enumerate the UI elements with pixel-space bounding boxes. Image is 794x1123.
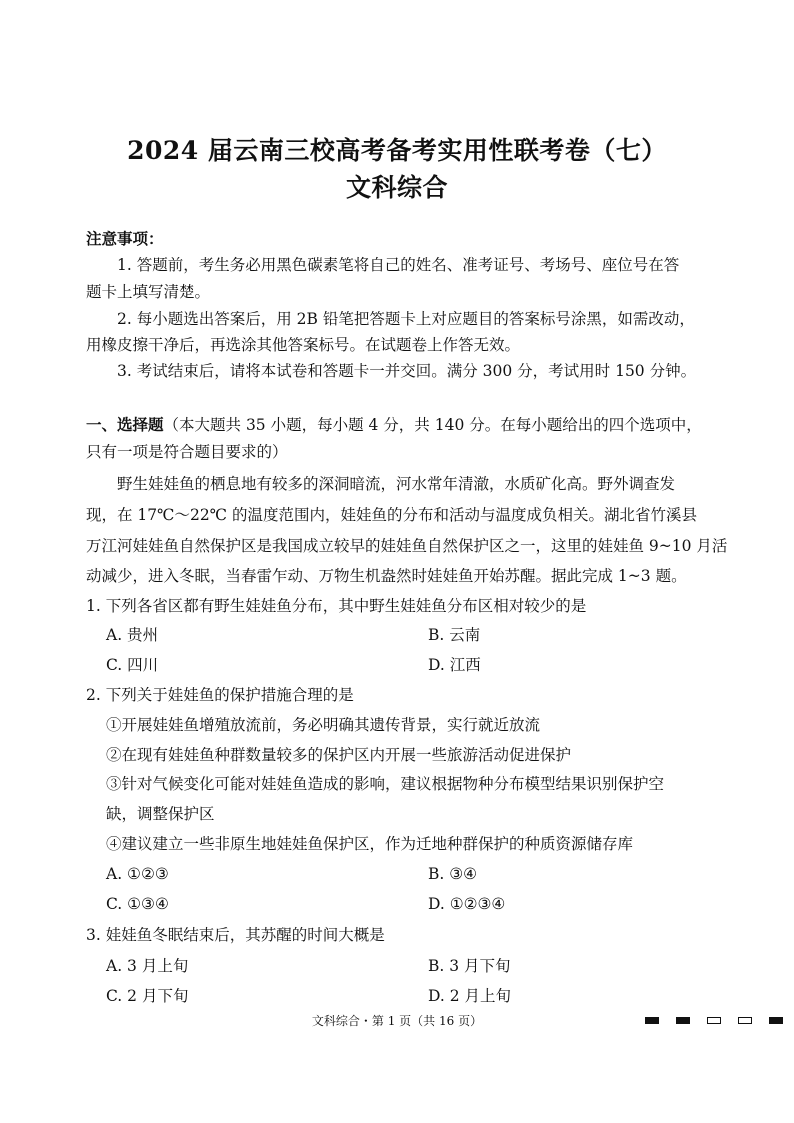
q3-option-b: B. 3 月下旬 — [428, 957, 511, 975]
q1-option-c: C. 四川 — [106, 656, 159, 674]
exam-subject: 文科综合 — [345, 173, 448, 202]
hollow-square-icon — [738, 1017, 752, 1024]
q1-stem: 1. 下列各省区都有野生娃娃鱼分布，其中野生娃娃鱼分布区相对较少的是 — [86, 597, 587, 615]
q2-option-b: B. ③④ — [428, 865, 478, 883]
q3-option-d: D. 2 月上旬 — [428, 987, 512, 1005]
q2-statement-3a: ③针对气候变化可能对娃娃鱼造成的影响，建议根据物种分布模型结果识别保护空 — [106, 775, 665, 793]
section-desc-2: 只有一项是符合题目要求的） — [86, 443, 288, 461]
q1-option-d: D. 江西 — [428, 656, 481, 674]
notice-line-1: 1. 答题前，考生务必用黑色碳素笔将自己的姓名、准考证号、考场号、座位号在答 — [117, 256, 680, 274]
section-desc-1: （本大题共 35 小题，每小题 4 分，共 140 分。在每小题给出的四个选项中， — [163, 416, 702, 434]
q1-option-a: A. 贵州 — [106, 626, 159, 644]
passage-line-3: 万江河娃娃鱼自然保护区是我国成立较早的娃娃鱼自然保护区之一，这里的娃娃鱼 9~10 月活 — [86, 537, 728, 555]
hollow-square-icon — [707, 1017, 721, 1024]
page-footer: 文科综合・第 1 页（共 16 页） — [311, 1014, 483, 1028]
filled-square-icon — [645, 1017, 659, 1024]
passage-line-4: 动减少，进入冬眠，当春雷乍动、万物生机盎然时娃娃鱼开始苏醒。据此完成 1~3 题。 — [86, 567, 687, 585]
q2-statement-2: ②在现有娃娃鱼种群数量较多的保护区内开展一些旅游活动促进保护 — [106, 746, 572, 764]
q2-statement-3b: 缺，调整保护区 — [106, 805, 215, 823]
q3-stem: 3. 娃娃鱼冬眠结束后，其苏醒的时间大概是 — [86, 926, 385, 944]
notice-line-3: 2. 每小题选出答案后，用 2B 铅笔把答题卡上对应题目的答案标号涂黑，如需改动， — [117, 310, 695, 328]
q1-option-b: B. 云南 — [428, 626, 481, 644]
filled-square-icon — [676, 1017, 690, 1024]
notice-line-5: 3. 考试结束后，请将本试卷和答题卡一并交回。满分 300 分，考试用时 150 分钟。 — [117, 362, 697, 380]
q2-option-c: C. ①③④ — [106, 895, 169, 913]
notice-line-4: 用橡皮擦干净后，再选涂其他答案标号。在试题卷上作答无效。 — [86, 336, 521, 354]
q2-stem: 2. 下列关于娃娃鱼的保护措施合理的是 — [86, 686, 354, 704]
filled-square-icon — [769, 1017, 783, 1024]
q3-option-c: C. 2 月下旬 — [106, 987, 189, 1005]
exam-title: 2024 届云南三校高考备考实用性联考卷（七） — [127, 136, 667, 165]
section-header — [86, 415, 702, 435]
notice-heading: 注意事项： — [86, 229, 164, 248]
q2-statement-1: ①开展娃娃鱼增殖放流前，务必明确其遗传背景，实行就近放流 — [106, 716, 541, 734]
q3-option-a: A. 3 月上旬 — [106, 957, 189, 975]
q2-option-d: D. ①②③④ — [428, 895, 506, 913]
passage-line-2: 现，在 17℃～22℃ 的温度范围内，娃娃鱼的分布和活动与温度成负相关。湖北省竹溪县 — [86, 506, 697, 524]
notice-line-2: 题卡上填写清楚。 — [86, 283, 211, 301]
section-heading: 一、选择题 — [86, 415, 164, 434]
q2-option-a: A. ①②③ — [106, 865, 169, 883]
passage-line-1: 野生娃娃鱼的栖息地有较多的深洞暗流，河水常年清澈，水质矿化高。野外调查发 — [117, 475, 676, 493]
q2-statement-4: ④建议建立一些非原生地娃娃鱼保护区，作为迁地种群保护的种质资源储存库 — [106, 835, 634, 853]
